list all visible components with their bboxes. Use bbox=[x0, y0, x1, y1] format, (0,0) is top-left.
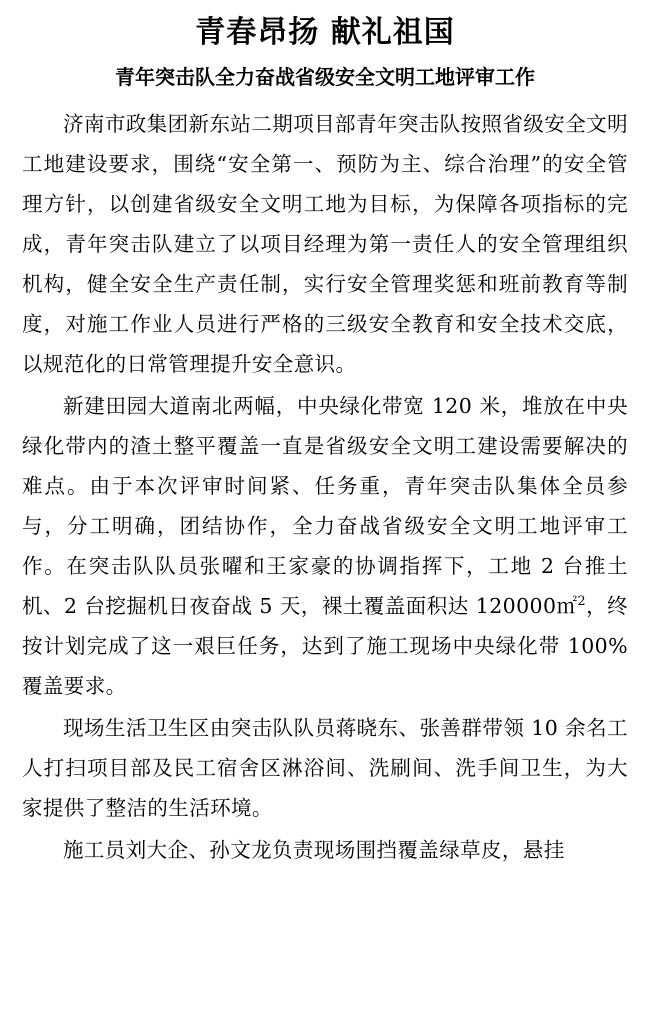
paragraph-2-tail: ，终按计划完成了这一艰巨任务，达到了施工现场中央绿化带 100%覆盖要求。 bbox=[22, 593, 628, 698]
document-body bbox=[22, 104, 628, 870]
paragraph-4: 施工员刘大企、孙文龙负责现场围挡覆盖绿草皮，悬挂 bbox=[63, 837, 565, 862]
page-title: 青春昂扬 献礼祖国 bbox=[195, 15, 455, 50]
paragraph-2-main: 新建田园大道南北两幅，中央绿化带宽 120 米，堆放在中央绿化带内的渣土整平覆盖一直是省级安全文明工建设需要解决的难点。由于本次评审时间紧、任务重，青年突击队集体全员参与，分工明确，团结协作，全力奋战省级安全文明工地评审工作。在突击队队员张曜和王家豪的协调指挥下，工地 2 台推土机、2 台挖掘机日夜奋战 5 天，裸土覆盖面积达 120000 bbox=[22, 393, 628, 618]
paragraph-3: 现场生活卫生区由突击队队员蒋晓东、张善群带领 10 余名工人打扫项目部及民工宿舍区淋浴间、洗刷间、洗手间卫生，为大家提供了整洁的生活环境。 bbox=[22, 715, 628, 820]
paragraph-2 bbox=[22, 386, 628, 706]
paragraph-2-unit: ㎡ bbox=[556, 593, 578, 618]
paragraph-1: 济南市政集团新东站二期项目部青年突击队按照省级安全文明工地建设要求，围绕“安全第一、预防为主、综合治理”的安全管理方针，以创建省级安全文明工地为目标，为保障各项指标的完成，青年突击队建立了以项目经理为第一责任人的安全管理组织机构，健全安全生产责任制，实行安全管理奖惩和班前教育等制度，对施工作业人员进行严格的三级安全教育和安全技术交底，以规范化的日常管理提升安全意识。 bbox=[22, 111, 628, 376]
paragraph-2-superscript: 2 bbox=[577, 592, 587, 608]
page-subtitle: 青年突击队全力奋战省级安全文明工地评审工作 bbox=[115, 64, 535, 89]
